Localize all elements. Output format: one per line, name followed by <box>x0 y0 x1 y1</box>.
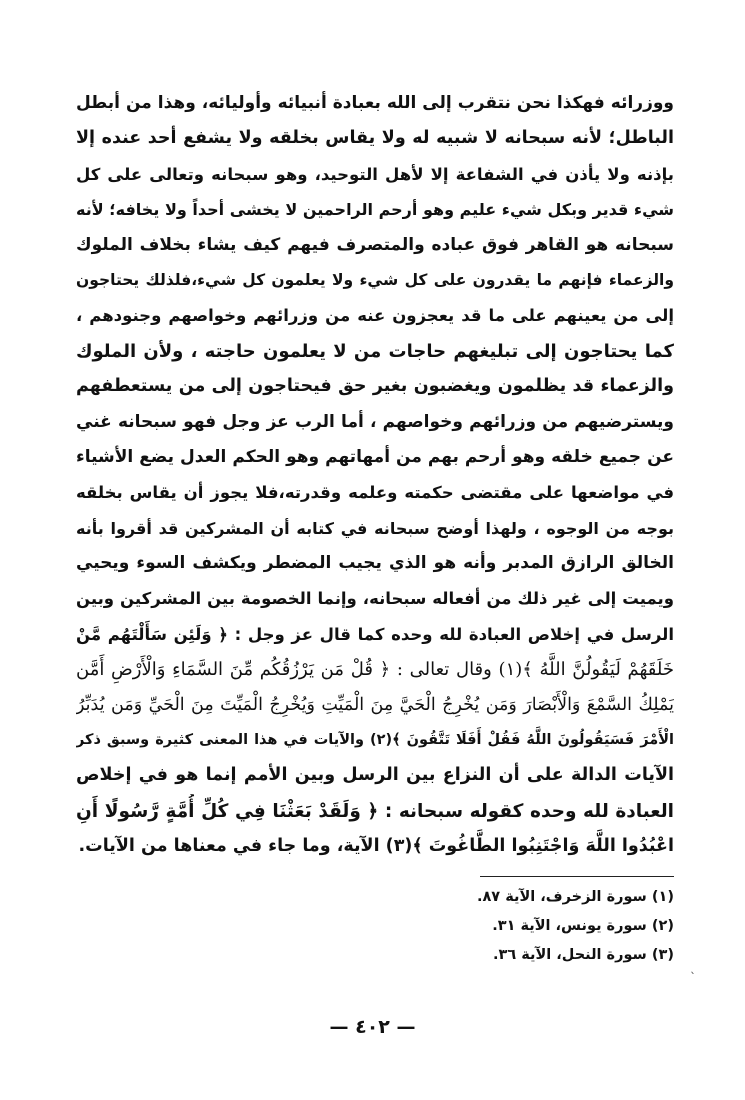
quran-verse-line: خَلَقَهُمْ لَيَقُولُنَّ اللَّهُ ﴾(١) وقال تعالى : ﴿ قُلْ مَن يَرْزُقُكُم مِّنَ السَّمَاءِ وَالْأَرْضِ أَمَّن <box>76 659 674 681</box>
text-line: شيء قدير وبكل شيء عليم وهو أرحم الراحمين لا يخشى أحداً ولا يخافه؛ لأنه <box>76 200 674 220</box>
text-line: إلى من يعينهم على ما قد يعجزون عنه من وزرائهم وخواصهم وجنودهم ، <box>76 306 674 326</box>
text-line: ويميت إلى غير ذلك من أفعاله سبحانه، وإنما الخصومة بين المشركين وبين <box>76 589 674 609</box>
page-number: — ٤٠٢ — <box>329 1016 416 1038</box>
footnote-divider <box>480 876 674 877</box>
footnote: (١) سورة الزخرف، الآية ٨٧. <box>476 889 674 905</box>
text-line: والزعماء فإنهم ما يقدرون على كل شيء ولا يعلمون كل شيء،فلذلك يحتاجون <box>76 270 674 289</box>
scan-speck: ˎ <box>690 960 696 974</box>
text-line: ووزرائه فهكذا نحن نتقرب إلى الله بعبادة أنبيائه وأوليائه، وهذا من أبطل <box>76 93 674 113</box>
text-line: سبحانه هو القاهر فوق عباده والمتصرف فيهم كيف يشاء بخلاف الملوك <box>76 234 674 255</box>
text-line: الخالق الرازق المدبر وأنه هو الذي يجيب المضطر ويكشف السوء ويحيي <box>76 553 674 574</box>
text-line: العبادة لله وحده كقوله سبحانه : ﴿ وَلَقَدْ بَعَثْنَا فِي كُلِّ أُمَّةٍ رَّسُولًا أَنِ <box>76 800 674 822</box>
quran-verse-line: يَمْلِكُ السَّمْعَ وَالْأَبْصَارَ وَمَن يُخْرِجُ الْحَيَّ مِنَ الْمَيِّتِ وَيُخْرِجُ الْمَيِّتَ مِنَ الْحَيِّ وَمَن يُدَبِّرُ <box>76 694 674 715</box>
footnote: (٣) سورة النحل، الآية ٣٦. <box>492 947 674 963</box>
main-text <box>76 86 674 865</box>
footnotes <box>300 883 674 970</box>
text-line: في مواضعها على مقتضى حكمته وعلمه وقدرته،فلا يجوز أن يقاس بخلقه <box>76 483 674 503</box>
text-line: بوجه من الوجوه ، ولهذا أوضح سبحانه في كتابه أن المشركين قد أقروا بأنه <box>76 518 674 538</box>
text-line: الباطل؛ لأنه سبحانه لا شبيه له ولا يقاس بخلقه ولا يشفع أحد عنده إلا <box>76 128 674 149</box>
text-line: عن جميع خلقه وهو أرحم بهم من أمهاتهم وهو الحكم العدل يضع الأشياء <box>76 446 674 467</box>
text-line: ويسترضيهم من وزرائهم وخواصهم ، أما الرب عز وجل فهو سبحانه غني <box>76 411 674 432</box>
text-line: اعْبُدُوا اللَّهَ وَاجْتَنِبُوا الطَّاغُوتَ ﴾(٣) الآية، وما جاء في معناها من الآيات. <box>78 836 674 857</box>
text-line: الرسل في إخلاص العبادة لله وحده كما قال عز وجل : ﴿ وَلَئِن سَأَلْتَهُم مَّنْ <box>76 624 674 644</box>
text-line: الْأَمْرَ فَسَيَقُولُونَ اللَّهُ فَقُلْ أَفَلَا تَتَّقُونَ ﴾(٢) والآيات في هذا المعنى كثيرة وسبق ذكر <box>76 732 674 749</box>
footnote: (٢) سورة يونس، الآية ٣١. <box>492 918 674 934</box>
text-line: والزعماء قد يظلمون ويغضبون بغير حق فيحتاجون إلى من يستعطفهم <box>76 376 674 397</box>
text-line: الآيات الدالة على أن النزاع بين الرسل وبين الأمم إنما هو في إخلاص <box>76 765 674 786</box>
text-line: كما يحتاجون إلى تبليغهم حاجات من لا يعلمون حاجته ، ولأن الملوك <box>76 340 674 362</box>
text-line: بإذنه ولا يأذن في الشفاعة إلا لأهل التوحيد، وهو سبحانه وتعالى على كل <box>76 164 674 184</box>
